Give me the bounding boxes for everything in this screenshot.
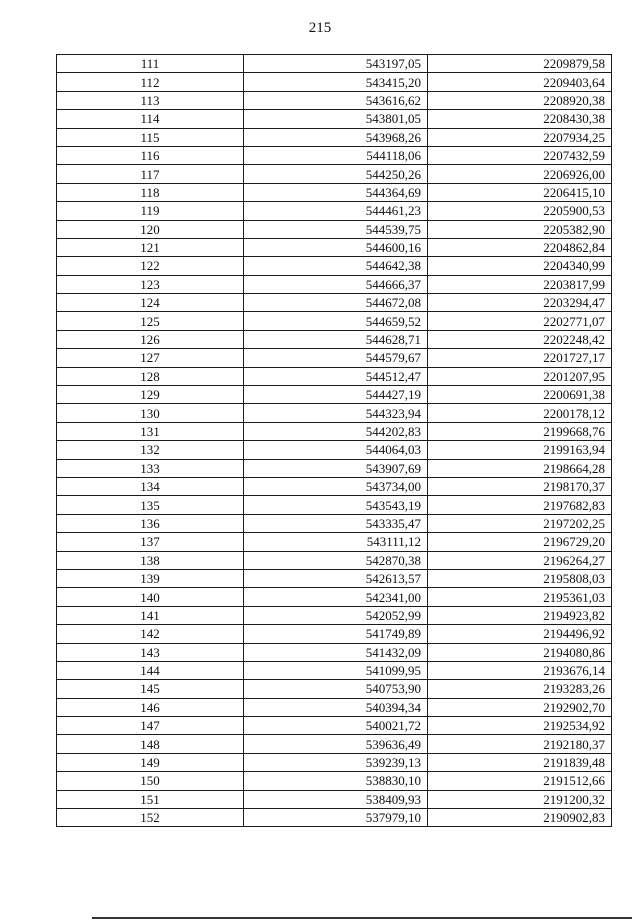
table-row <box>57 73 612 91</box>
x-coordinate-cell: 544364,69 <box>244 183 428 201</box>
y-coordinate-cell: 2205382,90 <box>428 220 612 238</box>
table-row <box>57 753 612 771</box>
y-coordinate-cell: 2193676,14 <box>428 661 612 679</box>
x-coordinate-cell: 543335,47 <box>244 514 428 532</box>
point-number-cell: 119 <box>57 202 244 220</box>
point-number-cell: 128 <box>57 367 244 385</box>
y-coordinate-cell: 2196264,27 <box>428 551 612 569</box>
x-coordinate-cell: 538830,10 <box>244 772 428 790</box>
point-number-cell: 143 <box>57 643 244 661</box>
table-row <box>57 735 612 753</box>
x-coordinate-cell: 544118,06 <box>244 146 428 164</box>
y-coordinate-cell: 2202248,42 <box>428 330 612 348</box>
table-row <box>57 459 612 477</box>
point-number-cell: 134 <box>57 477 244 495</box>
x-coordinate-cell: 544659,52 <box>244 312 428 330</box>
point-number-cell: 136 <box>57 514 244 532</box>
y-coordinate-cell: 2199163,94 <box>428 441 612 459</box>
point-number-cell: 114 <box>57 110 244 128</box>
point-number-cell: 112 <box>57 73 244 91</box>
table-row <box>57 110 612 128</box>
x-coordinate-cell: 544539,75 <box>244 220 428 238</box>
table-row <box>57 238 612 256</box>
table-row <box>57 790 612 808</box>
y-coordinate-cell: 2195808,03 <box>428 569 612 587</box>
scan-edge-line <box>92 917 632 919</box>
table-row <box>57 441 612 459</box>
x-coordinate-cell: 541749,89 <box>244 625 428 643</box>
table-row <box>57 91 612 109</box>
y-coordinate-cell: 2207934,25 <box>428 128 612 146</box>
point-number-cell: 151 <box>57 790 244 808</box>
table-row <box>57 588 612 606</box>
x-coordinate-cell: 540753,90 <box>244 680 428 698</box>
point-number-cell: 135 <box>57 496 244 514</box>
point-number-cell: 138 <box>57 551 244 569</box>
table-row <box>57 202 612 220</box>
x-coordinate-cell: 543616,62 <box>244 91 428 109</box>
x-coordinate-cell: 539636,49 <box>244 735 428 753</box>
y-coordinate-cell: 2193283,26 <box>428 680 612 698</box>
x-coordinate-cell: 544600,16 <box>244 238 428 256</box>
x-coordinate-cell: 543734,00 <box>244 477 428 495</box>
x-coordinate-cell: 537979,10 <box>244 809 428 827</box>
y-coordinate-cell: 2207432,59 <box>428 146 612 164</box>
x-coordinate-cell: 544579,67 <box>244 349 428 367</box>
point-number-cell: 132 <box>57 441 244 459</box>
x-coordinate-cell: 543907,69 <box>244 459 428 477</box>
point-number-cell: 117 <box>57 165 244 183</box>
x-coordinate-cell: 542052,99 <box>244 606 428 624</box>
y-coordinate-cell: 2194923,82 <box>428 606 612 624</box>
x-coordinate-cell: 544202,83 <box>244 422 428 440</box>
table-row <box>57 349 612 367</box>
point-number-cell: 129 <box>57 386 244 404</box>
table-row <box>57 514 612 532</box>
table-row <box>57 257 612 275</box>
y-coordinate-cell: 2197202,25 <box>428 514 612 532</box>
table-row <box>57 386 612 404</box>
y-coordinate-cell: 2203817,99 <box>428 275 612 293</box>
table-row <box>57 698 612 716</box>
x-coordinate-cell: 544512,47 <box>244 367 428 385</box>
point-number-cell: 126 <box>57 330 244 348</box>
x-coordinate-cell: 543197,05 <box>244 55 428 73</box>
x-coordinate-cell: 542870,38 <box>244 551 428 569</box>
y-coordinate-cell: 2208920,38 <box>428 91 612 109</box>
y-coordinate-cell: 2192534,92 <box>428 717 612 735</box>
y-coordinate-cell: 2199668,76 <box>428 422 612 440</box>
point-number-cell: 130 <box>57 404 244 422</box>
page-number: 215 <box>308 20 332 36</box>
y-coordinate-cell: 2191512,66 <box>428 772 612 790</box>
x-coordinate-cell: 540394,34 <box>244 698 428 716</box>
y-coordinate-cell: 2192180,37 <box>428 735 612 753</box>
y-coordinate-cell: 2204340,99 <box>428 257 612 275</box>
x-coordinate-cell: 541432,09 <box>244 643 428 661</box>
y-coordinate-cell: 2200691,38 <box>428 386 612 404</box>
point-number-cell: 116 <box>57 146 244 164</box>
x-coordinate-cell: 544250,26 <box>244 165 428 183</box>
point-number-cell: 131 <box>57 422 244 440</box>
x-coordinate-cell: 539239,13 <box>244 753 428 771</box>
table-row <box>57 220 612 238</box>
x-coordinate-cell: 542613,57 <box>244 569 428 587</box>
table-row <box>57 477 612 495</box>
point-number-cell: 152 <box>57 809 244 827</box>
x-coordinate-cell: 544666,37 <box>244 275 428 293</box>
table-row <box>57 717 612 735</box>
y-coordinate-cell: 2208430,38 <box>428 110 612 128</box>
point-number-cell: 124 <box>57 294 244 312</box>
coordinates-table-body <box>57 55 612 827</box>
y-coordinate-cell: 2205900,53 <box>428 202 612 220</box>
y-coordinate-cell: 2198664,28 <box>428 459 612 477</box>
table-row <box>57 643 612 661</box>
point-number-cell: 137 <box>57 533 244 551</box>
point-number-cell: 120 <box>57 220 244 238</box>
table-row <box>57 330 612 348</box>
y-coordinate-cell: 2206415,10 <box>428 183 612 201</box>
table-row <box>57 275 612 293</box>
x-coordinate-cell: 538409,93 <box>244 790 428 808</box>
y-coordinate-cell: 2191839,48 <box>428 753 612 771</box>
x-coordinate-cell: 544064,03 <box>244 441 428 459</box>
y-coordinate-cell: 2201207,95 <box>428 367 612 385</box>
y-coordinate-cell: 2191200,32 <box>428 790 612 808</box>
table-row <box>57 625 612 643</box>
y-coordinate-cell: 2201727,17 <box>428 349 612 367</box>
x-coordinate-cell: 544628,71 <box>244 330 428 348</box>
table-row <box>57 680 612 698</box>
x-coordinate-cell: 544642,38 <box>244 257 428 275</box>
y-coordinate-cell: 2209879,58 <box>428 55 612 73</box>
point-number-cell: 121 <box>57 238 244 256</box>
y-coordinate-cell: 2200178,12 <box>428 404 612 422</box>
point-number-cell: 123 <box>57 275 244 293</box>
table-row <box>57 569 612 587</box>
point-number-cell: 149 <box>57 753 244 771</box>
y-coordinate-cell: 2192902,70 <box>428 698 612 716</box>
point-number-cell: 146 <box>57 698 244 716</box>
y-coordinate-cell: 2196729,20 <box>428 533 612 551</box>
y-coordinate-cell: 2204862,84 <box>428 238 612 256</box>
x-coordinate-cell: 543968,26 <box>244 128 428 146</box>
point-number-cell: 115 <box>57 128 244 146</box>
y-coordinate-cell: 2195361,03 <box>428 588 612 606</box>
x-coordinate-cell: 543415,20 <box>244 73 428 91</box>
point-number-cell: 133 <box>57 459 244 477</box>
y-coordinate-cell: 2206926,00 <box>428 165 612 183</box>
point-number-cell: 148 <box>57 735 244 753</box>
table-row <box>57 496 612 514</box>
table-row <box>57 422 612 440</box>
point-number-cell: 139 <box>57 569 244 587</box>
table-row <box>57 533 612 551</box>
table-row <box>57 294 612 312</box>
x-coordinate-cell: 543801,05 <box>244 110 428 128</box>
table-row <box>57 551 612 569</box>
table-row <box>57 404 612 422</box>
point-number-cell: 142 <box>57 625 244 643</box>
x-coordinate-cell: 544323,94 <box>244 404 428 422</box>
x-coordinate-cell: 543111,12 <box>244 533 428 551</box>
table-row <box>57 809 612 827</box>
y-coordinate-cell: 2202771,07 <box>428 312 612 330</box>
point-number-cell: 125 <box>57 312 244 330</box>
x-coordinate-cell: 542341,00 <box>244 588 428 606</box>
table-row <box>57 312 612 330</box>
coordinates-table <box>56 54 612 827</box>
y-coordinate-cell: 2194080,86 <box>428 643 612 661</box>
table-row <box>57 165 612 183</box>
y-coordinate-cell: 2203294,47 <box>428 294 612 312</box>
point-number-cell: 122 <box>57 257 244 275</box>
table-row <box>57 183 612 201</box>
y-coordinate-cell: 2190902,83 <box>428 809 612 827</box>
x-coordinate-cell: 540021,72 <box>244 717 428 735</box>
table-row <box>57 55 612 73</box>
x-coordinate-cell: 543543,19 <box>244 496 428 514</box>
table-row <box>57 146 612 164</box>
y-coordinate-cell: 2197682,83 <box>428 496 612 514</box>
x-coordinate-cell: 544461,23 <box>244 202 428 220</box>
y-coordinate-cell: 2209403,64 <box>428 73 612 91</box>
x-coordinate-cell: 544672,08 <box>244 294 428 312</box>
point-number-cell: 113 <box>57 91 244 109</box>
point-number-cell: 118 <box>57 183 244 201</box>
point-number-cell: 145 <box>57 680 244 698</box>
x-coordinate-cell: 544427,19 <box>244 386 428 404</box>
point-number-cell: 140 <box>57 588 244 606</box>
y-coordinate-cell: 2198170,37 <box>428 477 612 495</box>
table-row <box>57 367 612 385</box>
table-row <box>57 128 612 146</box>
point-number-cell: 111 <box>57 55 244 73</box>
table-row <box>57 661 612 679</box>
table-row <box>57 772 612 790</box>
point-number-cell: 144 <box>57 661 244 679</box>
point-number-cell: 141 <box>57 606 244 624</box>
point-number-cell: 127 <box>57 349 244 367</box>
x-coordinate-cell: 541099,95 <box>244 661 428 679</box>
table-row <box>57 606 612 624</box>
point-number-cell: 150 <box>57 772 244 790</box>
y-coordinate-cell: 2194496,92 <box>428 625 612 643</box>
point-number-cell: 147 <box>57 717 244 735</box>
